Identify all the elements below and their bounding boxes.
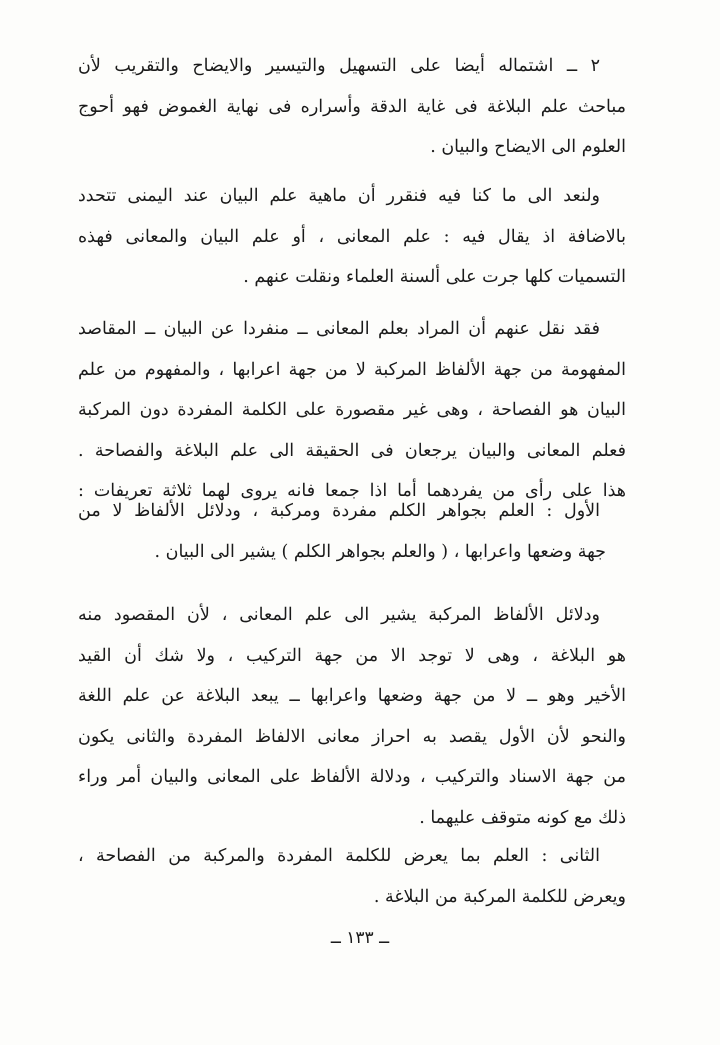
text-line: البيان هو الفصاحة ، وهى غير مقصورة على الكلمة المفردة دون المركبة [78, 400, 626, 420]
paragraph-2 [78, 176, 626, 298]
text-line: ذلك مع كونه متوقف عليهما . [419, 807, 626, 828]
text-line: بالاضافة اذ يقال فيه : علم المعانى ، أو علم البيان والمعانى فهذه [78, 226, 626, 247]
text-line: جهة وضعها واعرابها ، ( والعلم بجواهر الكلم ) يشير الى البيان . [154, 541, 606, 562]
text-line: مباحث علم البلاغة فى غاية الدقة وأسراره فى نهاية الغموض فهو أحوج [78, 96, 626, 117]
text-line: والنحو لأن الأول يقصد به احراز معانى الالفاظ المفردة والثانى يكون [78, 726, 626, 747]
text-line: ولنعد الى ما كنا فيه فنقرر أن ماهية علم البيان عند اليمنى تتحدد [78, 186, 600, 206]
text-line: المفهومة من جهة الألفاظ المركبة لا من جهة اعرابها ، والمفهوم من علم [78, 359, 626, 380]
paragraph-1 [78, 46, 626, 168]
text-line: الأول : العلم بجواهر الكلم مفردة ومركبة ، ودلائل الألفاظ لا من [78, 501, 600, 521]
page-number: ــ ١٣٣ ــ [330, 928, 390, 948]
text-line: ودلائل الألفاظ المركبة يشير الى علم المعانى ، لأن المقصود منه [78, 605, 600, 625]
text-line: ٢ ــ اشتماله أيضا على التسهيل والتيسير والايضاح والتقريب لأن [78, 56, 600, 76]
text-line: فقد نقل عنهم أن المراد بعلم المعانى ــ منفردا عن البيان ــ المقاصد [78, 319, 600, 339]
text-line: التسميات كلها جرت على ألسنة العلماء ونقلت عنهم . [243, 267, 626, 287]
text-line: العلوم الى الايضاح والبيان . [430, 137, 626, 157]
text-line: ويعرض للكلمة المركبة من البلاغة . [373, 886, 626, 907]
text-line: فعلم المعانى والبيان يرجعان فى الحقيقة الى علم البلاغة والفصاحة . [78, 440, 626, 461]
text-line: هذا على رأى من يفردهما أما اذا جمعا فانه يروى لهما ثلاثة تعريفات : [78, 481, 626, 501]
text-line: هو البلاغة ، وهى لا توجد الا من جهة التركيب ، ولا شك أن القيد [78, 645, 626, 666]
text-line: الأخير وهو ــ لا من جهة وضعها واعرابها ــ يبعد البلاغة عن علم اللغة [78, 686, 626, 706]
text-line: من جهة الاسناد والتركيب ، ودلالة الألفاظ على المعانى والبيان أمر وراء [78, 767, 626, 787]
text-line: الثانى : العلم بما يعرض للكلمة المفردة والمركبة من الفصاحة ، [78, 846, 600, 866]
paragraph-5 [78, 595, 626, 838]
paragraph-6 [78, 836, 626, 917]
paragraph-4 [78, 491, 626, 572]
paragraph-3 [78, 309, 626, 512]
